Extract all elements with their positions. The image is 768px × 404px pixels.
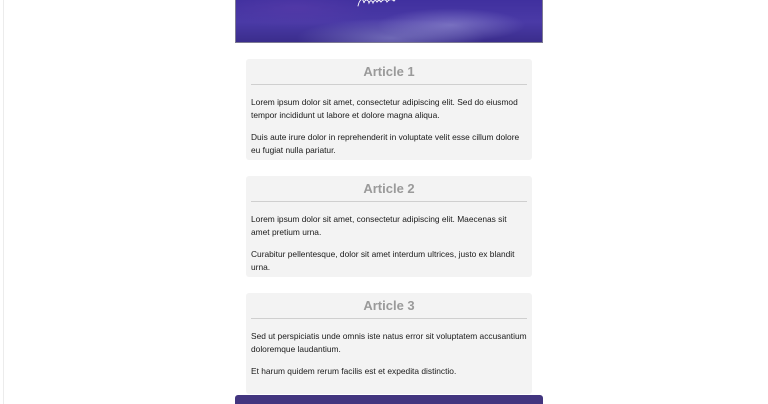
article-paragraph: Lorem ipsum dolor sit amet, consectetur adipiscing elit. Maecenas sit amet pretium urna. [251,214,507,237]
article-paragraph: Sed ut perspiciatis unde omnis iste natus error sit voluptatem accusantium doloremque laudantium. [251,331,527,354]
article-body [251,202,527,274]
article-paragraph: Duis aute irure dolor in reprehenderit in voluptate velit esse cillum dolore eu fugiat nulla pariatur. [251,132,520,155]
script-logo-icon [356,0,406,8]
articles-column [246,59,532,404]
article-card [246,59,532,160]
article-paragraph: Lorem ipsum dolor sit amet, consectetur adipiscing elit. Sed do eiusmod tempor incididunt ut labore et dolore magna aliqua. [251,97,518,120]
hero-banner [235,0,543,43]
article-body [251,319,527,378]
article-paragraph: Et harum quidem rerum facilis est et expedita distinctio. [251,366,457,376]
article-body [251,85,527,157]
article-card [246,293,532,394]
article-paragraph: Curabitur pellentesque, dolor sit amet interdum ultrices, justo ex blandit urna. [251,249,515,272]
hero-cloud [376,8,526,42]
article-title: Article 1 [251,62,527,85]
article-title: Article 2 [251,179,527,202]
footer-bar [235,395,543,404]
left-border-line [3,0,4,404]
article-card [246,176,532,277]
article-title: Article 3 [251,296,527,319]
